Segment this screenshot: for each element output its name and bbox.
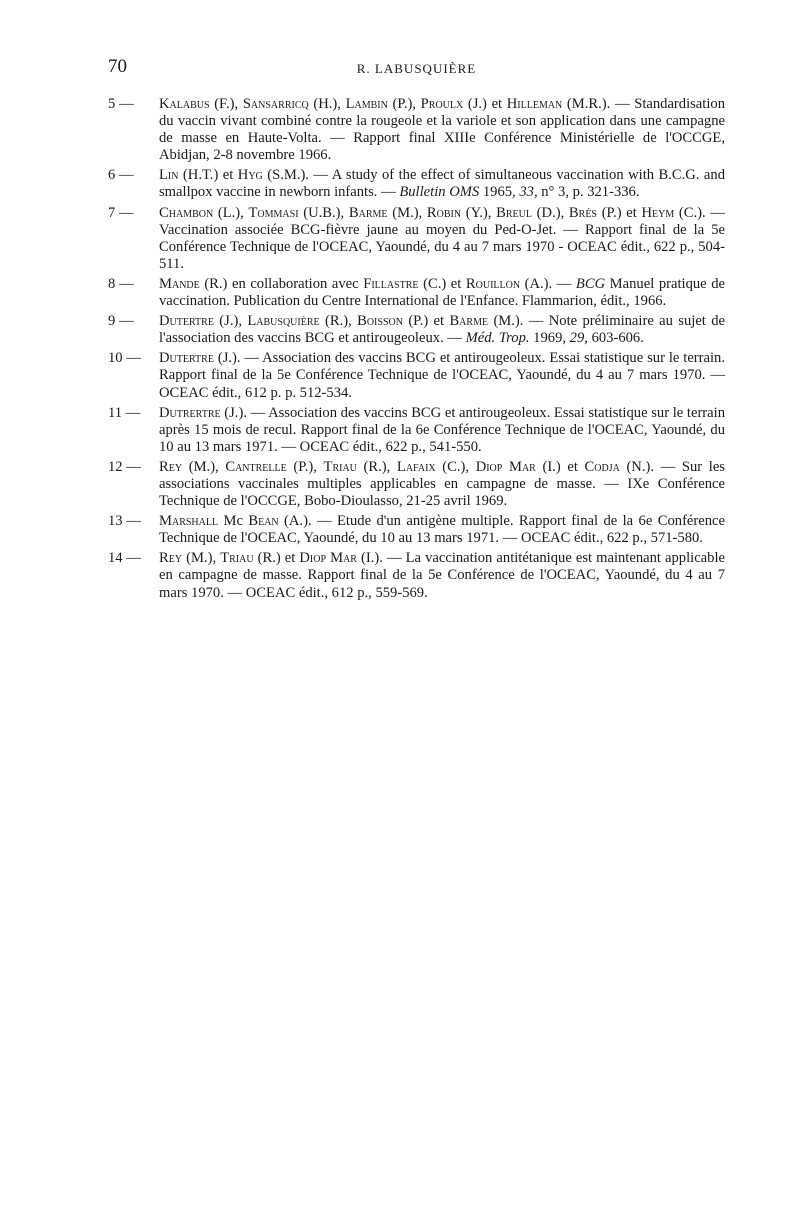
reference-text — [159, 350, 725, 401]
reference-number: 5 — — [108, 96, 134, 112]
reference-text — [159, 459, 725, 510]
journal-title: Méd. Trop. — [465, 330, 530, 347]
page-header — [108, 56, 725, 82]
author-name: Lambin — [345, 96, 388, 112]
reference-segment: (P.), — [286, 458, 324, 475]
running-head: R. LABUSQUIÈRE — [356, 61, 477, 76]
author-name: Sansarricq — [242, 96, 309, 112]
reference-entry — [108, 513, 725, 547]
reference-segment: (H.), — [308, 96, 346, 112]
reference-segment: (J.). — Association des vaccins BCG et antirougeoleux. Essai statistique sur le terrain. Rapport final de la 5e Conférence Technique de l'OCEAC, Yaoundé, du 4 au 7 mars 1970. — OCEAC édit., 612 p. p. 512-534. — [159, 350, 725, 401]
reference-number: 11 — — [108, 404, 141, 421]
reference-text — [159, 96, 725, 164]
author-name: Heym — [641, 204, 675, 221]
reference-segment: (R.), — [356, 458, 397, 475]
reference-segment: (H.T.) et — [178, 167, 238, 184]
reference-segment: (F.), — [209, 96, 243, 112]
reference-segment: (C.). — Vaccination associée BCG-fièvre jaune au moyen du Ped-O-Jet. — Rapport final de la 5e Conférence Technique de l'OCEAC, Yaoundé, du 4 au 7 mars 1970 - OCEAC édit., 622 p., 504-511. — [159, 204, 725, 272]
author-name: Kalabus — [159, 96, 210, 112]
reference-segment: Manuel pratique de vaccination. Publication du Centre International de l'Enfance. Flammarion, édit., 1966. — [159, 275, 725, 310]
reference-segment: (P.) et — [402, 313, 450, 330]
author-name: Boisson — [357, 313, 403, 330]
reference-segment: (C.) et — [418, 275, 466, 292]
author-name: Rey — [159, 458, 183, 475]
author-name: Triau — [220, 550, 254, 567]
author-name: Robin — [426, 204, 462, 221]
author-name: Marshall — [159, 513, 219, 530]
journal-title: 29, — [569, 330, 588, 347]
reference-segment: 1969, — [529, 330, 570, 347]
reference-segment: (M.), — [387, 204, 427, 221]
reference-segment: (J.) et — [463, 96, 507, 112]
reference-entry — [108, 405, 725, 456]
reference-segment: (R.) en collaboration avec — [199, 275, 364, 292]
reference-segment: (C.), — [435, 458, 476, 475]
author-name: Codja — [584, 458, 620, 475]
author-name: Hilleman — [506, 96, 563, 112]
reference-segment: (M.). — Note préliminaire au sujet de l'association des vaccins BCG et antirougeoleux. — — [159, 313, 725, 347]
reference-entry — [108, 96, 725, 164]
author-name: Barme — [449, 313, 489, 330]
reference-text — [159, 205, 725, 273]
reference-segment: n° 3, p. 321-336. — [537, 184, 640, 201]
reference-number: 14 — — [108, 550, 141, 567]
reference-entry — [108, 205, 725, 273]
reference-segment: 603-606. — [587, 330, 644, 347]
reference-number: 13 — — [108, 513, 141, 530]
reference-entry — [108, 313, 725, 347]
author-name: Hyg — [237, 167, 263, 184]
reference-segment: (M.R.). — Standardisation du vaccin vivant combiné contre la rougeole et la variole et son application dans une campagne de masse en Haute-Volta. — Rapport final XIIIe Conférence Ministérielle de l'OCCGE, Abidjan, 2-8 novembre 1966. — [159, 96, 725, 164]
reference-segment: (I.). — La vaccination antitétanique est maintenant applicable en campagne de masse. Rapport final de la 5e Conférence de l'OCEAC, Yaoundé, du 4 au 7 mars 1970. — OCEAC édit., 612 p., 559-569. — [159, 550, 725, 601]
reference-segment: (J.), — [213, 313, 248, 330]
reference-segment: (D.), — [531, 204, 569, 221]
reference-segment: (A.). — Etude d'un antigène multiple. Rapport final de la 6e Conférence Technique de l'OCEAC, Yaoundé, du 10 au 13 mars 1971. — OCEAC édit., 622 p., 571-580. — [159, 513, 725, 547]
author-name: Lin — [159, 167, 179, 184]
author-name: Tommasi — [248, 204, 299, 221]
reference-segment: (S.M.). — A study of the effect of simultaneous vaccination with B.C.G. and smallpox vaccine in newborn infants. — — [159, 167, 725, 201]
reference-number: 7 — — [108, 204, 134, 221]
reference-number: 8 — — [108, 275, 134, 292]
author-name: Rey — [159, 550, 183, 567]
journal-title: Bulletin OMS — [399, 184, 480, 201]
reference-segment: 1965, — [479, 184, 520, 201]
journal-title: BCG — [575, 275, 606, 292]
reference-text — [159, 513, 725, 547]
reference-number: 6 — — [108, 167, 134, 184]
author-name: Fillastre — [363, 275, 419, 292]
reference-segment: (L.), — [213, 204, 249, 221]
author-name: Cantrelle — [225, 458, 287, 475]
reference-number: 9 — — [108, 313, 134, 330]
author-name: Diop Mar — [299, 550, 357, 567]
reference-text — [159, 405, 725, 456]
reference-list — [108, 96, 725, 605]
author-name: Lafaix — [396, 458, 436, 475]
reference-text — [159, 550, 725, 601]
reference-segment: Mc — [218, 513, 249, 530]
author-name: Bean — [248, 513, 279, 530]
author-name: Dutertre — [159, 313, 214, 330]
author-name: Diop Mar — [475, 458, 536, 475]
author-name: Breul — [496, 204, 532, 221]
author-name: Triau — [323, 458, 357, 475]
reference-segment: (N.). — Sur les associations vaccinales multiples applicables en campagne de masse. — IXe Conférence Technique de l'OCCGE, Bobo-Dioulasso, 21-25 avril 1969. — [159, 458, 725, 510]
reference-segment: (M.), — [182, 550, 221, 567]
reference-segment: (M.), — [182, 458, 226, 475]
reference-segment: (R.) et — [253, 550, 300, 567]
author-name: Brés — [568, 204, 597, 221]
author-name: Chambon — [159, 204, 214, 221]
reference-entry — [108, 459, 725, 510]
reference-segment: (Y.), — [461, 204, 497, 221]
reference-text — [159, 167, 725, 201]
reference-text — [159, 276, 725, 310]
reference-segment: (P.) et — [597, 204, 642, 221]
reference-entry — [108, 167, 725, 201]
reference-entry — [108, 550, 725, 601]
author-name: Proulx — [420, 96, 464, 112]
reference-number: 10 — — [108, 350, 141, 367]
reference-segment: (U.B.), — [298, 204, 349, 221]
reference-entry — [108, 276, 725, 310]
reference-segment: (A.). — — [520, 275, 576, 292]
reference-text — [159, 313, 725, 347]
reference-segment: (J.). — Association des vaccins BCG et antirougeoleux. Essai statistique sur le terrain après 15 mois de recul. Rapport final de la 6e Conférence Technique de l'OCEAC, Yaoundé, du 10 au 13 mars 1971. — OCEAC édit., 622 p., 541-550. — [159, 404, 725, 455]
author-name: Dutrertre — [159, 404, 221, 421]
reference-segment: (P.), — [387, 96, 421, 112]
author-name: Rouillon — [465, 275, 521, 292]
author-name: Dutertre — [159, 350, 214, 367]
journal-title: 33, — [519, 184, 538, 201]
page-number: 70 — [108, 56, 127, 77]
reference-segment: (R.), — [319, 313, 358, 330]
author-name: Barme — [348, 204, 388, 221]
reference-segment: (I.) et — [535, 458, 585, 475]
reference-entry — [108, 350, 725, 401]
author-name: Labusquière — [247, 313, 320, 330]
reference-number: 12 — — [108, 458, 141, 475]
author-name: Mande — [159, 275, 200, 292]
